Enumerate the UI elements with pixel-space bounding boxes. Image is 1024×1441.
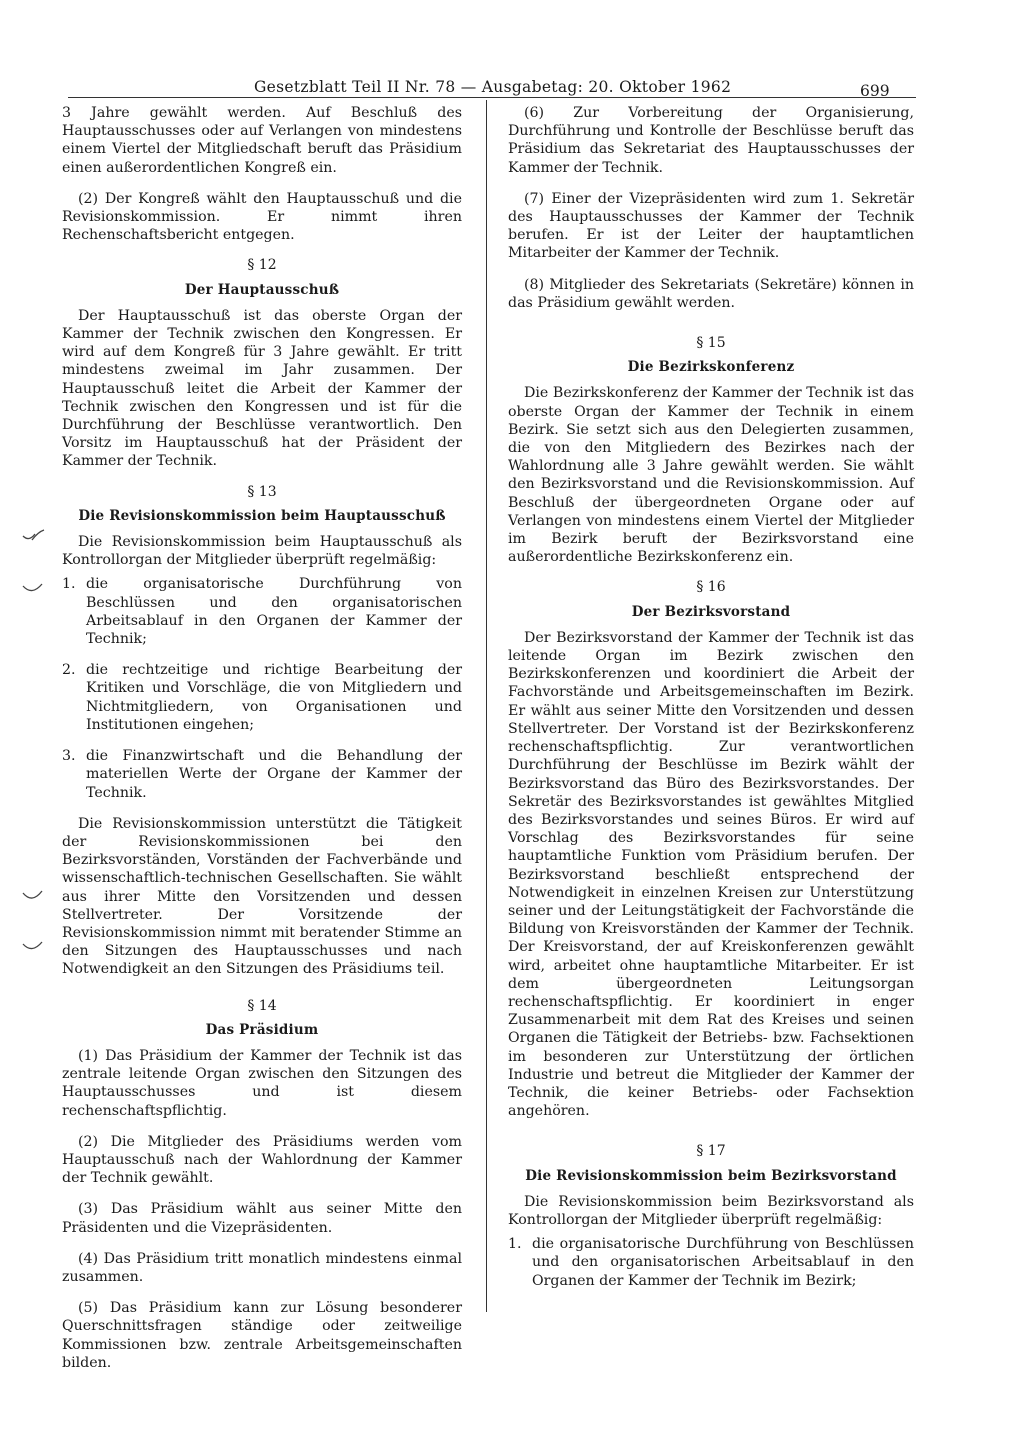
paragraph: Die Bezirkskonferenz der Kammer der Technik ist das oberste Organ der Kammer der Technik in einem Bezirk. Sie setzt sich aus den Delegierten zusammen, die von den Mitgliedern des Bezirkes nach der Wahlordnung alle 3 Jahre gewählt werden. Sie wählt den Bezirksvorstand und die Revisionskommission. Auf Beschluß der übergeordneten Organe oder auf Verlangen von mindestens einem Viertel der Mitglieder im Bezirk beruft der Bezirksvorstand eine außerordentliche Bezirkskonferenz ein. bbox=[508, 385, 914, 566]
section-title: Die Revisionskommission beim Bezirksvorstand bbox=[525, 1167, 897, 1184]
list-item bbox=[62, 575, 462, 648]
paragraph: Der Hauptausschuß ist das oberste Organ der Kammer der Technik zwischen den Kongressen. Er wird auf dem Kongreß für 3 Jahre gewählt. Er tritt mindestens zweimal im Jahr zusammen. Der Hauptausschuß leitet die Arbeit der Kammer der Technik zwischen den Kongressen und ist für die Durchführung der Beschlüsse verantwortlich. Den Vorsitz im Hauptausschuß hat der Präsident der Kammer der Technik. bbox=[62, 307, 462, 470]
page-number: 699 bbox=[860, 82, 890, 100]
section-number: § 14 bbox=[247, 997, 277, 1014]
paragraph: (7) Einer der Vizepräsidenten wird zum 1. Sekretär des Hauptausschusses der Kammer der Technik berufen. Er ist der Leiter der hauptamtlichen Mitarbeiter der Kammer der Technik. bbox=[508, 190, 914, 262]
section-title: Der Bezirksvorstand bbox=[631, 603, 791, 620]
paragraph: (2) Die Mitglieder des Präsidiums werden vom Hauptausschuß nach der Wahlordnung der Kammer der Technik gewählt. bbox=[62, 1133, 462, 1187]
section-number: § 16 bbox=[696, 579, 726, 596]
margin-mark-icon bbox=[20, 528, 50, 548]
left-column bbox=[62, 104, 462, 1372]
right-column bbox=[508, 104, 914, 1303]
column-divider bbox=[486, 100, 487, 1312]
paragraph: (3) Das Präsidium wählt aus seiner Mitte den Präsidenten und die Vizepräsidenten. bbox=[62, 1201, 462, 1236]
section-title: Das Präsidium bbox=[205, 1021, 319, 1038]
list-item bbox=[62, 661, 462, 734]
paragraph: Die Revisionskommission beim Hauptausschuß als Kontrollorgan der Mitglieder überprüft regelmäßig: bbox=[62, 534, 462, 569]
section-number: § 15 bbox=[696, 335, 726, 352]
paragraph: Der Bezirksvorstand der Kammer der Technik ist das leitende Organ im Bezirk zwischen den Bezirkskonferenzen und koordiniert die Arbeit der Fachvorstände und Arbeitsgemeinschaften im Bezirk. Er wählt aus seiner Mitte den Vorsitzenden und dessen Stellvertreter. Der Vorstand ist der Bezirkskonferenz rechenschaftspflichtig. Zur verantwortlichen Durchführung der Beschlüsse im Bezirk wählt der Bezirksvorstand das Büro des Bezirksvorstandes. Der Sekretär des Bezirksvorstandes ist gewähltes Mitglied des Bezirksvorstandes und seines Büros. Er wird auf Vorschlag des Bezirksvorstandes für seine hauptamtliche Funktion vom Präsidium berufen. Der Bezirksvorstand beschließt entsprechend der Notwendigkeit in einzelnen Kreisen zur Unterstützung seiner und der Leitungstätigkeit der Fachvorstände die Bildung von Kreisvorständen der Kammer der Technik. Der Kreisvorstand, der auf Kreiskonferenzen gewählt wird, arbeitet ohne hauptamtliche Mitarbeiter. Er ist dem übergeordneten Leitungsorgan rechenschaftspflichtig. Er koordiniert in enger Zusammenarbeit mit dem Rat des Kreises und seinen Organen die Tätigkeit der Betriebs- bzw. Fachsektionen im besonderen zur Unterstützung der örtlichen Industrie und betreut die Mitglieder der Kammer der Technik, die keiner Betriebs- oder Fachsektion angehören. bbox=[508, 629, 914, 1120]
list-item-number: 1. bbox=[62, 576, 76, 593]
list-item bbox=[508, 1235, 914, 1290]
section-title: Der Hauptausschuß bbox=[184, 281, 340, 298]
paragraph: (1) Das Präsidium der Kammer der Technik ist das zentrale leitende Organ zwischen den Sitzungen des Hauptausschusses und ist diesem rechenschaftspflichtig. bbox=[62, 1047, 462, 1119]
header-title: Gesetzblatt Teil II Nr. 78 — Ausgabetag: 20. Oktober 1962 bbox=[254, 78, 732, 96]
list-item-text: die organisatorische Durchführung von Beschlüssen und den organisatorischen Arbeitsablauf in den Organen der Kammer der Technik im Bezirk; bbox=[532, 1236, 914, 1289]
margin-mark-icon bbox=[20, 888, 46, 906]
list-item-text: die Finanzwirtschaft und die Behandlung der materiellen Werte der Organe der Kammer der Technik. bbox=[86, 748, 462, 801]
paragraph: Die Revisionskommission unterstützt die Tätigkeit der Revisionskommissionen bei den Bezirksvorständen, Vorständen der Fachverbände und wissenschaftlich-technischen Gesellschaften. Sie wählt aus ihrer Mitte den Vorsitzenden und dessen Stellvertreter. Der Vorsitzende der Revisionskommission nimmt mit beratender Stimme an den Sitzungen des Hauptausschusses und nach Notwendigkeit an den Sitzungen des Präsidiums teil. bbox=[62, 815, 462, 978]
list-item-number: 3. bbox=[62, 748, 76, 765]
paragraph: (5) Das Präsidium kann zur Lösung besonderer Querschnittsfragen ständige oder zeitweilige Kommissionen bzw. zentrale Arbeitsgemeinschaften bilden. bbox=[62, 1300, 462, 1371]
section-number: § 17 bbox=[696, 1143, 726, 1160]
section-number: § 12 bbox=[247, 257, 277, 274]
paragraph: 3 Jahre gewählt werden. Auf Beschluß des Hauptausschusses oder auf Verlangen von mindestens einem Viertel der Mitgliedschaft beruft das Präsidium einen außerordentlichen Kongreß ein. bbox=[62, 105, 462, 176]
list-item-number: 2. bbox=[62, 662, 76, 679]
margin-mark-icon bbox=[20, 938, 46, 956]
paragraph: Die Revisionskommission beim Bezirksvorstand als Kontrollorgan der Mitglieder überprüft regelmäßig: bbox=[508, 1193, 914, 1228]
paragraph: (4) Das Präsidium tritt monatlich mindestens einmal zusammen. bbox=[62, 1250, 462, 1285]
paragraph: (2) Der Kongreß wählt den Hauptausschuß und die Revisionskommission. Er nimmt ihren Rechenschaftsbericht entgegen. bbox=[62, 190, 462, 244]
paragraph: (8) Mitglieder des Sekretariats (Sekretäre) können in das Präsidium gewählt werden. bbox=[508, 276, 914, 311]
list-item-text: die rechtzeitige und richtige Bearbeitung der Kritiken und Vorschläge, die von Mitgliedern und Nichtmitgliedern, von Organisationen und Institutionen eingehen; bbox=[86, 662, 462, 733]
list-item-text: die organisatorische Durchführung von Beschlüssen und den organisatorischen Arbeitsablauf in den Organen der Kammer der Technik; bbox=[86, 576, 462, 648]
paragraph: (6) Zur Vorbereitung der Organisierung, Durchführung und Kontrolle der Beschlüsse beruft das Präsidium das Sekretariat des Hauptausschusses der Kammer der Technik. bbox=[508, 105, 914, 176]
list-item bbox=[62, 747, 462, 802]
list-item-number: 1. bbox=[508, 1236, 522, 1253]
header-rule bbox=[68, 97, 916, 98]
margin-mark-icon bbox=[20, 580, 46, 598]
section-title: Die Bezirkskonferenz bbox=[627, 359, 795, 376]
section-title: Die Revisionskommission beim Hauptausschuß bbox=[78, 507, 446, 524]
section-number: § 13 bbox=[247, 483, 277, 500]
